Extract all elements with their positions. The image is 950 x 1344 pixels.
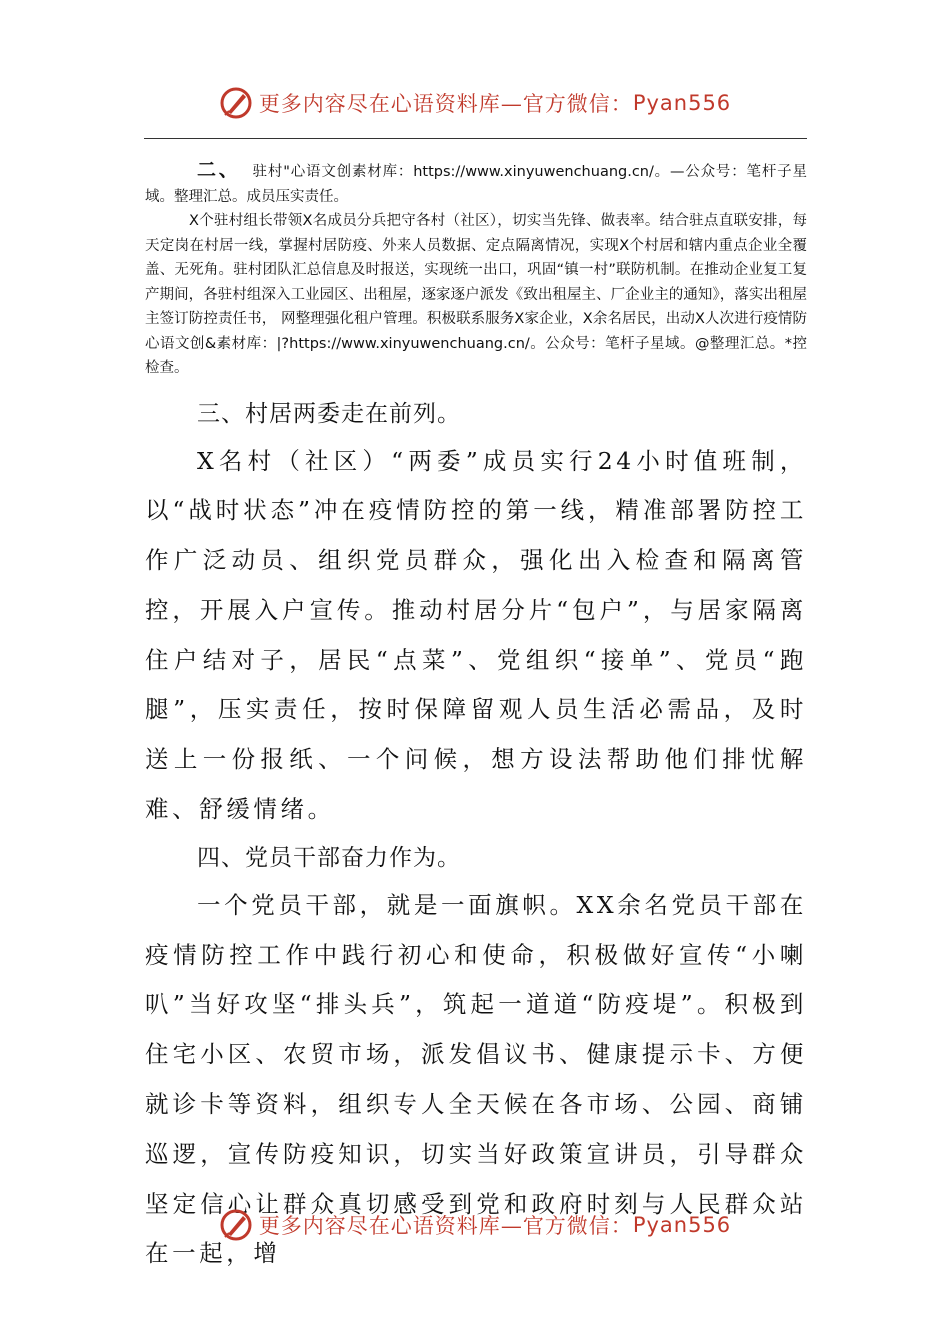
section2-intro	[145, 158, 807, 209]
document-body	[145, 158, 807, 1279]
section2-intro-text: 驻村"心语文创素材库：https://www.xinyuwenchuang.cn/。—公众号：笔杆子星域。整理汇总。成员压实责任。	[145, 164, 807, 205]
banner-wechat-id: Pyan556	[632, 91, 732, 115]
banner-title: 更多内容尽在心语资料库	[258, 92, 501, 116]
header-divider	[144, 138, 807, 139]
banner-wechat-label: —官方微信：	[500, 1214, 633, 1238]
banner-title: 更多内容尽在心语资料库	[258, 1214, 501, 1238]
banner-wechat-label: —官方微信：	[500, 92, 633, 116]
section3-heading: 三、村居两委走在前列。	[197, 400, 461, 427]
pen-logo-icon	[219, 1208, 253, 1242]
section2-paragraph: X个驻村组长带领X名成员分兵把守各村（社区），切实当先锋、做表率。结合驻点直联安排，每天定岗在村居一线，掌握村居防疫、外来人员数据、定点隔离情况，实现X个村居和辖内重点企业全覆盖、无死角。驻村团队汇总信息及时报送，实现统一出口，巩固“镇一村”联防机制。在推动企业复工复产期间，各驻村组深入工业园区、出租屋，逐家逐户派发《致出租屋主、厂企业主的通知》，落实出租屋主签订防控责任书， 网整理强化租户管理。积极联系服务X家企业，X余名居民，出动X人次进行疫情防心语文创&素材库：|?https://www.xinyuwenchuang.cn/。公众号：笔杆子星域。@整理汇总。*控检查。	[145, 213, 807, 376]
pen-logo-icon	[219, 86, 253, 120]
section3-paragraph: X名村（社区）“两委”成员实行24小时值班制，以“战时状态”冲在疫情防控的第一线，精准部署防控工作广泛动员、组织党员群众，强化出入检查和隔离管控，开展入户宣传。推动村居分片“包户”，与居家隔离住户结对子，居民“点菜”、党组织“接单”、党员“跑腿”，压实责任，按时保障留观人员生活必需品，及时送上一份报纸、一个问候，想方设法帮助他们排忧解难、舒缓情绪。	[145, 446, 807, 824]
footer-banner	[0, 1208, 950, 1242]
banner-wechat-id: Pyan556	[632, 1213, 732, 1237]
section2-number: 二、	[197, 159, 241, 181]
section4-paragraph: 一个党员干部，就是一面旗帜。XX余名党员干部在疫情防控工作中践行初心和使命，积极做好宣传“小喇叭”当好攻坚“排头兵”，筑起一道道“防疫堤”。积极到住宅小区、农贸市场，派发倡议书、健康提示卡、方便就诊卡等资料，组织专人全天候在各市场、公园、商铺巡逻，宣传防疫知识，切实当好政策宣讲员，引导群众坚定信心让群众真切感受到党和政府时刻与人民群众站在一起，增	[145, 890, 807, 1268]
header-banner	[0, 86, 950, 120]
section4-heading: 四、党员干部奋力作为。	[197, 844, 461, 871]
